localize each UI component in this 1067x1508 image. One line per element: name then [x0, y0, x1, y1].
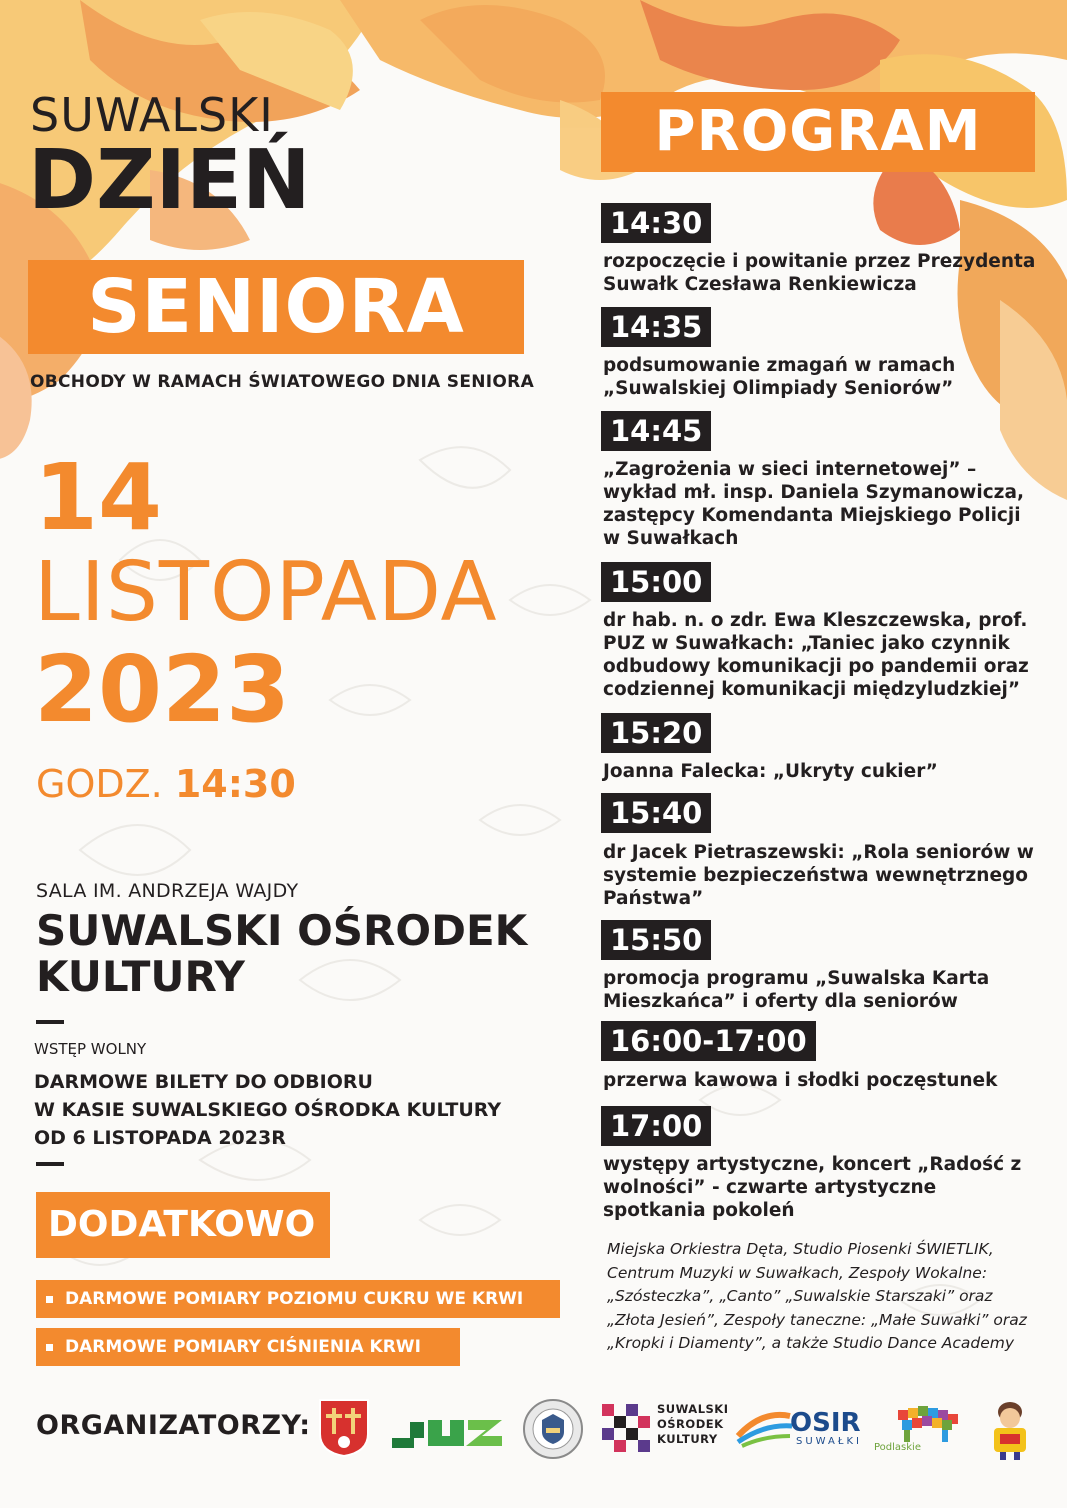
extra-item-label: DARMOWE POMIARY POZIOMU CUKRU WE KRWI: [65, 1289, 524, 1309]
extra-item-label: DARMOWE POMIARY CIŚNIENIA KRWI: [65, 1337, 421, 1357]
extra-item: [36, 1328, 460, 1366]
program-desc: podsumowanie zmagań w ramach „Suwalskiej Olimpiady Seniorów”: [603, 355, 956, 399]
puz-logo: [390, 1408, 506, 1450]
program-desc: przerwa kawowa i słodki poczęstunek: [603, 1070, 998, 1091]
sok-logo-line: SUWALSKI: [657, 1402, 729, 1416]
program-time: 14:35: [601, 307, 711, 347]
program-desc: „Zagrożenia w sieci internetowej” – wykład mł. insp. Daniela Szymanowicza, zastępcy Komendanta Miejskiego Policji w Suwałkach: [603, 459, 1024, 549]
date-month: LISTOPADA: [34, 545, 498, 640]
program-desc: dr Jacek Pietraszewski: „Rola seniorów w systemie bezpieczeństwa wewnętrznego Państwa”: [603, 842, 1034, 909]
bullet-icon: [46, 1344, 53, 1351]
program-time: 15:20: [601, 713, 711, 753]
date-year: 2023: [34, 636, 291, 743]
event-time: [36, 762, 296, 806]
program-time: 17:00: [601, 1106, 711, 1146]
podlaskie-bison-logo: [894, 1404, 968, 1446]
program-title: PROGRAM: [601, 92, 1035, 172]
title-suwalski: SUWALSKI: [30, 88, 274, 142]
tickets-info: [34, 1068, 554, 1152]
osir-swoosh-logo: [734, 1406, 794, 1450]
program-desc: dr hab. n. o zdr. Ewa Kleszczewska, prof. PUZ w Suwałkach: „Taniec jako czynnik odbudowy komunikacji po pandemii oraz codziennej komunikacji międzyludzkiej”: [603, 610, 1029, 700]
program-time: 15:40: [601, 793, 711, 833]
tickets-line-3: OD 6 LISTOPADA 2023R: [34, 1127, 286, 1149]
program-time: 16:00-17:00: [601, 1021, 816, 1061]
program-desc: rozpoczęcie i powitanie przez Prezydenta Suwałk Czesława Renkiewicza: [603, 251, 1036, 295]
osir-logo-text: OSIR: [790, 1408, 861, 1438]
program-desc: promocja programu „Suwalska Karta Mieszkańca” i oferty dla seniorów: [603, 968, 990, 1012]
extra-title: DODATKOWO: [36, 1192, 330, 1258]
program-time: 15:50: [601, 920, 711, 960]
program-time: 15:00: [601, 562, 711, 602]
divider: [36, 1162, 64, 1166]
program-time: 14:45: [601, 411, 711, 451]
venue-name: SUWALSKI OŚRODEK KULTURY: [36, 906, 528, 1001]
bullet-icon: [46, 1296, 53, 1303]
organizers-label: ORGANIZATORZY:: [36, 1410, 311, 1441]
tickets-line-2: W KASIE SUWALSKIEGO OŚRODKA KULTURY: [34, 1099, 502, 1121]
date-day: 14: [34, 444, 163, 551]
venue-hall: SALA IM. ANDRZEJA WAJDY: [36, 880, 299, 902]
program-desc: występy artystyczne, koncert „Radość z wolności” - czwarte artystyczne spotkania pokoleń: [603, 1154, 1022, 1221]
suwalki-coat-of-arms-logo: [318, 1398, 370, 1458]
divider: [36, 1020, 64, 1024]
sok-logo-line: KULTURY: [657, 1432, 718, 1446]
sok-logo-line: OŚRODEK: [657, 1417, 724, 1431]
program-desc: Joanna Falecka: „Ukryty cukier”: [603, 761, 938, 782]
title-seniora: SENIORA: [28, 260, 524, 354]
police-badge-logo: [522, 1398, 584, 1460]
osir-logo-subtext: SUWAŁKI: [796, 1436, 862, 1447]
mascot-logo: [988, 1398, 1032, 1460]
extra-item: [36, 1280, 560, 1318]
performers-note: Miejska Orkiestra Dęta, Studio Piosenki ŚWIETLIK, Centrum Muzyki w Suwałkach, Zespoły Wokalne: „Szósteczka”, „Canto” „Suwalskie Starszaki” oraz „Złota Jesień”, Zespoły taneczne: „Małe Suwałki” oraz „Kropki i Diamenty”, a także Studio Dance Academy: [607, 1240, 1027, 1352]
free-entry-label: WSTĘP WOLNY: [34, 1040, 147, 1058]
podlaskie-logo-text: Podlaskie: [874, 1442, 921, 1453]
program-time: 14:30: [601, 203, 711, 243]
godz-value: 14:30: [174, 762, 296, 806]
sok-pattern-logo: [602, 1404, 650, 1452]
title-dzien: DZIEŃ: [28, 133, 311, 228]
tickets-line-1: DARMOWE BILETY DO ODBIORU: [34, 1071, 373, 1093]
sok-logo-text: [657, 1402, 729, 1447]
godz-label: GODZ.: [36, 762, 163, 806]
subtitle-obchody: OBCHODY W RAMACH ŚWIATOWEGO DNIA SENIORA: [30, 372, 535, 392]
